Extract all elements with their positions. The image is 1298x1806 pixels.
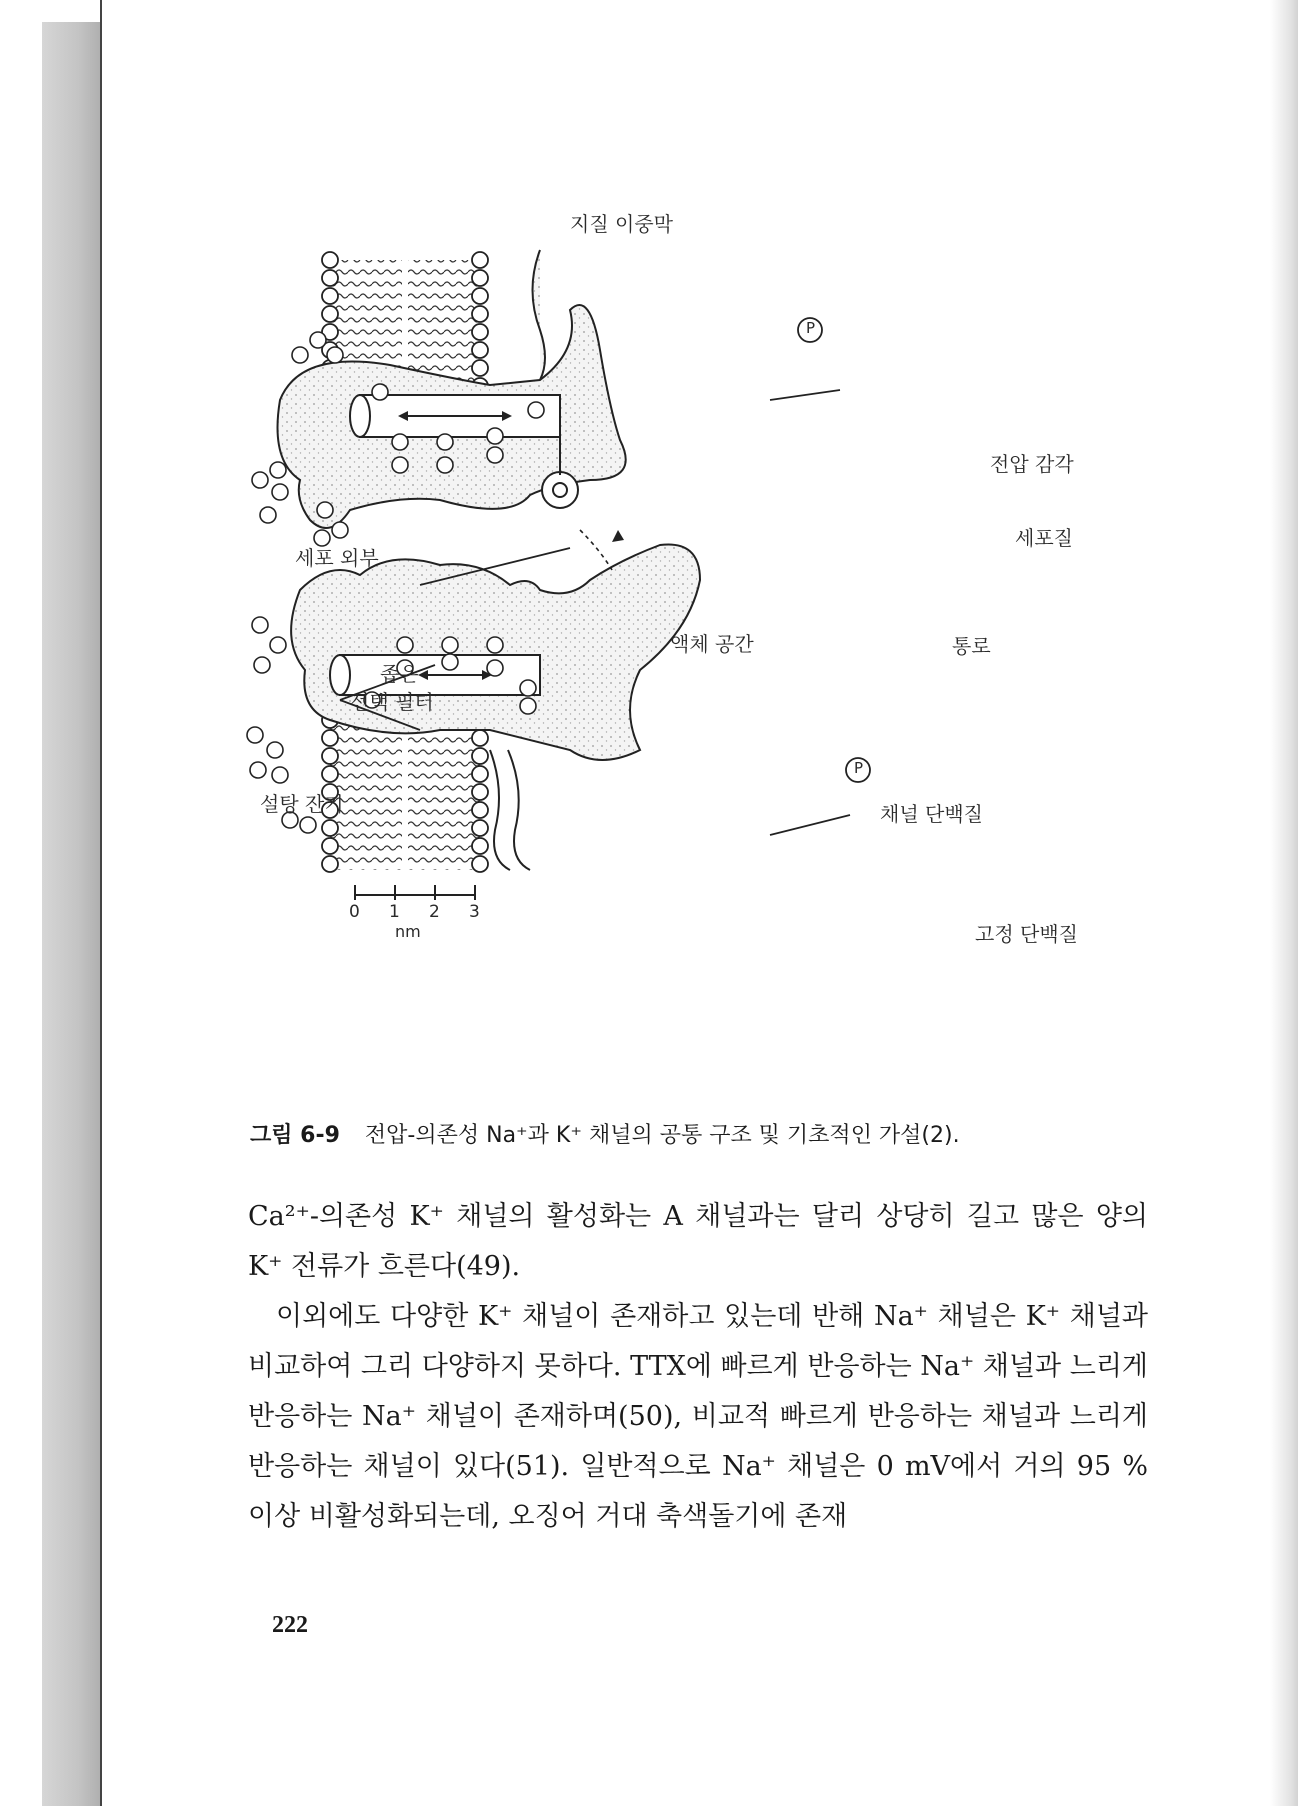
body-text	[248, 1192, 1148, 1542]
phosphate-lower-text: P	[854, 759, 864, 777]
page-edge-shadow	[1270, 0, 1298, 1806]
phosphate-upper-text: P	[806, 319, 816, 337]
scale-tick-3: 3	[469, 902, 480, 922]
paragraph-1: Ca²⁺-의존성 K⁺ 채널의 활성화는 A 채널과는 달리 상당히 길고 많은 양의 K⁺ 전류가 흐른다(49).	[248, 1201, 1148, 1282]
scale-bar	[355, 885, 475, 900]
label-gate: 통로	[952, 634, 991, 658]
label-narrow: 좁은	[380, 662, 419, 686]
figure-caption	[250, 1118, 1150, 1149]
label-sugar-residue: 설탕 잔기	[260, 792, 344, 816]
paragraph-2: 이외에도 다양한 K⁺ 채널이 존재하고 있는데 반해 Na⁺ 채널은 K⁺ 채널과 비교하여 그리 다양하지 못하다. TTX에 빠르게 반응하는 Na⁺ 채널과 느리게 반응하는 Na⁺ 채널이 존재하며(50), 비교적 빠르게 반응하는 채널과 느리게 반응하는 채널이 있다(51). 일반적으로 Na⁺ 채널은 0 mV에서 거의 95 % 이상 비활성화되는데, 오징어 거대 축색돌기에 존재	[248, 1301, 1148, 1532]
scale-tick-2: 2	[429, 902, 440, 922]
page-number: 222	[272, 1612, 308, 1638]
scale-tick-0: 0	[349, 902, 360, 922]
book-spine	[42, 22, 102, 1806]
caption-text: 전압-의존성 Na⁺과 K⁺ 채널의 공통 구조 및 기초적인 가설(2).	[364, 1123, 960, 1148]
lower-lipid-bilayer	[322, 712, 488, 872]
scale-tick-1: 1	[389, 902, 400, 922]
caption-number: 그림 6-9	[250, 1123, 340, 1148]
label-liquid-space: 액체 공간	[670, 632, 754, 656]
label-extracellular: 세포 외부	[295, 546, 379, 570]
label-selectivity-filter: 선택 필터	[350, 690, 434, 714]
anchor-protein-upper	[533, 250, 546, 380]
label-channel-protein: 채널 단백질	[880, 802, 983, 826]
scale-unit: nm	[395, 922, 421, 941]
label-lipid-bilayer: 지질 이중막	[570, 212, 673, 236]
anchor-protein-lower	[490, 750, 510, 870]
channel-structure-figure	[240, 212, 1100, 1060]
label-anchor-protein: 고정 단백질	[975, 922, 1078, 946]
label-voltage-sensor: 전압 감각	[990, 452, 1074, 476]
label-cytoplasm: 세포질	[1015, 526, 1073, 550]
